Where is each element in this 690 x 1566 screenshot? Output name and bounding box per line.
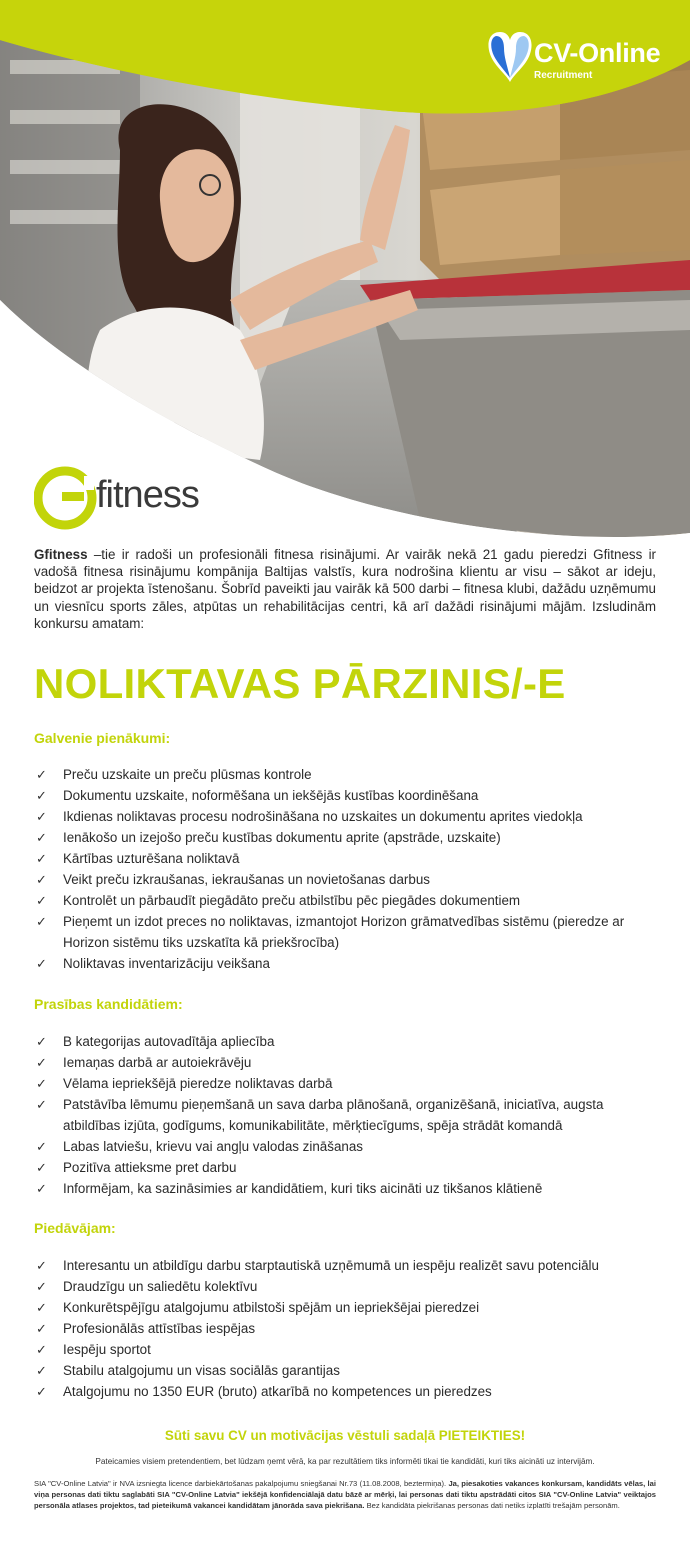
check-icon: ✓ [36,1181,47,1197]
check-icon: ✓ [36,1097,47,1113]
cv-online-brand: CV-Online [534,38,661,68]
list-item: ✓ Kārtības uzturēšana noliktavā [34,848,656,869]
check-icon: ✓ [36,1055,47,1071]
list-item: ✓ Interesantu un atbildīgu darbu starptautiskā uzņēmumā un iespēju realizēt savu potenciālu [34,1255,656,1276]
job-content [34,546,656,1511]
cv-online-subtitle: Recruitment [534,70,593,81]
list-item: ✓ Kontrolēt un pārbaudīt piegādāto preču atbilstību pēc piegādes dokumentiem [34,890,656,911]
offer-heading: Piedāvājam: [34,1220,116,1237]
check-icon: ✓ [36,830,47,846]
legal-notice: SIA "CV-Online Latvia" ir NVA izsniegta licence darbiekārtošanas pakalpojumu sniegšanai Nr.73 (11.08.2008, beztermiņa). Ja, piesakoties vakances konkursam, kandidāts vēlas, lai viņa personas dati tiktu saglabāti SIA "CV-Online Latvia" iekšējā konfidenciālajā datu bāzē ar mērķi, lai personas dati tiktu apstrādāti citos SIA "CV-Online Latvia" veiktajos personāla atlases projektos, tad pieteikumā vakancei kandidātam jānorāda sava piekrišana. Bez kandidāta piekrišanas personas dati netiks izplatīti trešajām personām. [34,1479,656,1511]
job-title: NOLIKTAVAS PĀRZINIS/-E [34,660,566,708]
list-item: ✓ Draudzīgu un saliedētu kolektīvu [34,1276,656,1297]
list-item: ✓ Labas latviešu, krievu vai angļu valodas zināšanas [34,1136,656,1157]
check-icon: ✓ [36,914,47,930]
check-icon: ✓ [36,788,47,804]
duties-heading: Galvenie pienākumi: [34,730,171,747]
requirements-list [34,1031,656,1199]
list-item: ✓ Iespēju sportot [34,1339,656,1360]
duties-list [34,764,656,974]
list-item: ✓ Ikdienas noliktavas procesu nodrošināšana no uzskaites un dokumentu aprites viedokļa [34,806,656,827]
list-item: ✓ Vēlama iepriekšējā pieredze noliktavas darbā [34,1073,656,1094]
list-item: ✓ Pozitīva attieksme pret darbu [34,1157,656,1178]
list-item: ✓ Iemaņas darbā ar autoiekrāvēju [34,1052,656,1073]
check-icon: ✓ [36,1139,47,1155]
check-icon: ✓ [36,851,47,867]
list-item: ✓ Informējam, ka sazināsimies ar kandidātiem, kuri tiks aicināti uz tikšanos klātienē [34,1178,656,1199]
check-icon: ✓ [36,1160,47,1176]
check-icon: ✓ [36,893,47,909]
list-item: ✓ Noliktavas inventarizāciju veikšana [34,953,656,974]
intro-text: –tie ir radoši un profesionāli fitnesa risinājumi. Ar vairāk nekā 21 gadu pieredzi Gfitness ir vadošā fitnesa risinājumu kompānija Baltijas valstīs, kura nodrošina klientu ar visu – sākot ar ideju, beidzot ar projekta īstenošanu. Šobrīd paveikti jau vairāk kā 500 darbi – fitnesa klubi, dažādu uzņēmumu un viesnīcu sports zāles, atpūtas un rehabilitācijas centri, kā arī dažādi risinājumi mājām. Izsludinām konkursu amatam: [34,547,656,631]
list-item: ✓ Dokumentu uzskaite, noformēšana un iekšējās kustības koordinēšana [34,785,656,806]
list-item: ✓ Ienākošo un izejošo preču kustības dokumentu aprite (apstrāde, uzskaite) [34,827,656,848]
list-item: ✓ Profesionālās attīstības iespējas [34,1318,656,1339]
gfitness-wordmark: fitness [96,474,199,516]
list-item: ✓ B kategorijas autovadītāja apliecība [34,1031,656,1052]
list-item: ✓ Atalgojumu no 1350 EUR (bruto) atkarībā no kompetences un pieredzes [34,1381,656,1402]
check-icon: ✓ [36,872,47,888]
check-icon: ✓ [36,1342,47,1358]
check-icon: ✓ [36,956,47,972]
list-item: ✓ Konkurētspējīgu atalgojumu atbilstoši spējām un iepriekšējai pieredzei [34,1297,656,1318]
thanks-note: Pateicamies visiem pretendentiem, bet lūdzam ņemt vērā, ka par rezultātiem tiks informēti tikai tie kandidāti, kuri tiks aicināti uz intervijām. [95,1457,595,1467]
list-item: ✓ Veikt preču izkraušanas, iekraušanas un novietošanas darbus [34,869,656,890]
list-item: ✓ Preču uzskaite un preču plūsmas kontrole [34,764,656,785]
offer-list [34,1255,656,1402]
check-icon: ✓ [36,1321,47,1337]
check-icon: ✓ [36,767,47,783]
check-icon: ✓ [36,1076,47,1092]
requirements-heading: Prasības kandidātiem: [34,996,183,1013]
check-icon: ✓ [36,1363,47,1379]
list-item: ✓ Pieņemt un izdot preces no noliktavas, izmantojot Horizon grāmatvedības sistēmu (pieredze ar Horizon sistēmu tiks uzskatīta kā priekšrocība) [34,911,656,953]
apply-call-to-action[interactable]: Sūti savu CV un motivācijas vēstuli sadaļā PIETEIKTIES! [164,1428,526,1444]
check-icon: ✓ [36,809,47,825]
check-icon: ✓ [36,1384,47,1400]
check-icon: ✓ [36,1034,47,1050]
check-icon: ✓ [36,1300,47,1316]
company-intro [34,546,656,632]
company-name: Gfitness [34,547,88,562]
list-item: ✓ Patstāvība lēmumu pieņemšanā un sava darba plānošanā, organizēšanā, iniciatīva, augsta atbildības izjūta, godīgums, komunikabilitāte, mērķtiecīgums, spēja strādāt komandā [34,1094,656,1136]
check-icon: ✓ [36,1279,47,1295]
check-icon: ✓ [36,1258,47,1274]
list-item: ✓ Stabilu atalgojumu un visas sociālās garantijas [34,1360,656,1381]
